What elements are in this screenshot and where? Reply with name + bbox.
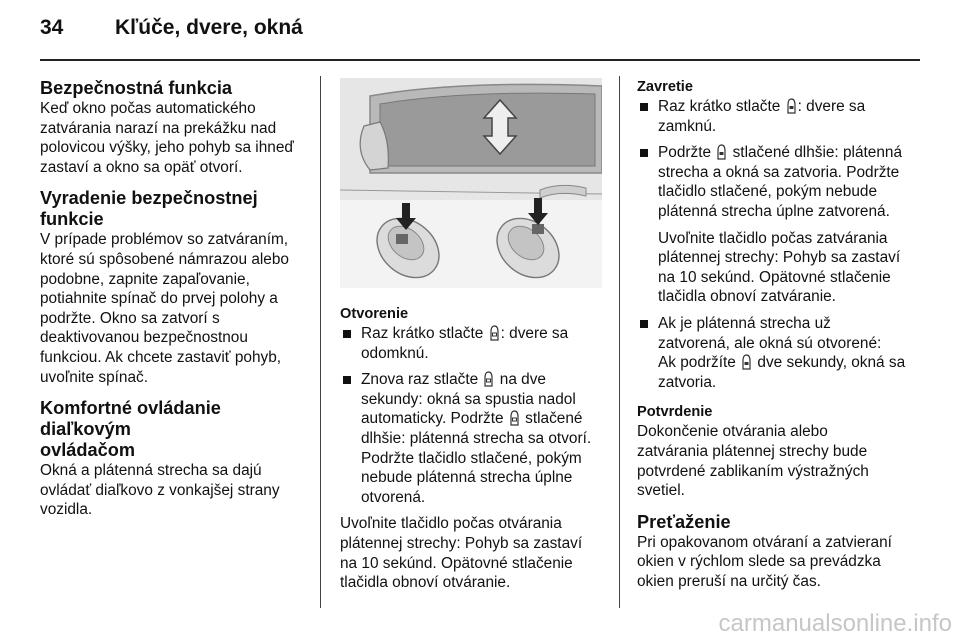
- window-key-illustration: [340, 78, 602, 288]
- text-line: funkciou. Ak chcete zastaviť pohyb,: [40, 348, 282, 366]
- text-line: zatvoria.: [658, 373, 717, 391]
- text-line: svetiel.: [637, 482, 685, 500]
- text-line: tlačidlo stlačené, pokým nebude: [658, 183, 878, 201]
- section-title-disable-safety: [40, 188, 312, 230]
- text-line: vozidla.: [40, 501, 93, 519]
- text-line: Pri opakovanom otváraní a zatvieraní: [637, 533, 892, 551]
- text-line: plátennej strechy: Pohyb sa zastaví: [658, 249, 901, 267]
- text-line: ktoré sú spôsobené námrazou alebo: [40, 250, 289, 268]
- section-title-overload: Preťaženie: [637, 511, 731, 532]
- text-line: V prípade problémov so zatváraním,: [40, 231, 289, 249]
- column-1: [40, 78, 312, 520]
- list-item: [637, 143, 907, 307]
- unlock-key-icon: [509, 410, 520, 426]
- text-span: stlačené dlhšie: plátenná: [732, 144, 903, 162]
- list-item: [637, 97, 907, 136]
- page-number: 34: [40, 16, 64, 39]
- lock-key-icon: [716, 144, 727, 160]
- text-line: otvorená.: [361, 488, 426, 506]
- text-span: Ak podržíte: [658, 354, 736, 372]
- column-3: [637, 78, 907, 591]
- text-line: na 10 sekúnd. Opätovné stlačenie: [340, 554, 573, 572]
- text-span: Raz krátko stlačte: [658, 98, 781, 115]
- text-line: polovicou výšky, jeho pohyb sa ihneď: [40, 139, 294, 157]
- text-line: zamknú.: [658, 117, 717, 135]
- text-line: zatvárania plátennej strechy bude: [637, 442, 868, 460]
- unlock-key-icon: [483, 371, 494, 387]
- column-divider-left: [320, 76, 321, 608]
- unlock-key-icon: [489, 325, 500, 341]
- text-line: strecha a okná sa zatvoria. Podržte: [658, 163, 900, 181]
- text-span: : dvere sa: [797, 98, 866, 115]
- text-span: automaticky. Podržte: [361, 410, 504, 428]
- text-line: sekundy: okná sa spustia nadol: [361, 390, 576, 408]
- text-line: zastaví a okno sa opäť otvorí.: [40, 158, 243, 176]
- text-line: Keď okno počas automatického: [40, 100, 256, 117]
- list-item: [637, 314, 907, 392]
- text-line: Ak je plátenná strecha už: [658, 314, 831, 332]
- text-line: tlačidla obnoví zatváranie.: [658, 288, 836, 306]
- text-line: deaktivovanou bezpečnostnou: [40, 329, 248, 347]
- text-line: okien v rýchlom slede sa prevádzka: [637, 553, 881, 571]
- text-line: odomknú.: [361, 344, 429, 362]
- text-line: Podržte tlačidlo stlačené, pokým: [361, 449, 582, 467]
- text-line: plátennej strechy: Pohyb sa zastaví: [340, 534, 583, 552]
- lock-key-icon: [741, 354, 752, 370]
- column-divider-right: [619, 76, 620, 608]
- text-line: ovládať diaľkovo z vonkajšej strany: [40, 481, 280, 499]
- list-item: [340, 370, 602, 507]
- lock-key-icon: [786, 98, 797, 114]
- subtitle-confirmation: Potvrdenie: [637, 404, 713, 421]
- text-line: zatvorená, ale okná sú otvorené:: [658, 334, 882, 352]
- text-line: okien preruší na určitý čas.: [637, 572, 821, 590]
- text-line: podržte. Okno sa zatvorí s: [40, 309, 220, 327]
- chapter-title: Kľúče, dvere, okná: [115, 16, 303, 39]
- subtitle-opening: Otvorenie: [340, 306, 409, 322]
- text-line: plátenná strecha úplne zatvorená.: [658, 202, 890, 220]
- text-line: Uvoľnite tlačidlo počas zatvárania: [658, 229, 888, 247]
- text-line: Dokončenie otvárania alebo: [637, 423, 828, 441]
- title-line: funkcie: [40, 209, 104, 230]
- text-line: tlačidla obnoví otváranie.: [340, 574, 511, 592]
- section-title-safety: Bezpečnostná funkcia: [40, 78, 233, 98]
- text-span: Znova raz stlačte: [361, 371, 479, 389]
- text-line: podobne, zapnite zapaľovanie,: [40, 270, 250, 288]
- illustration-window-remote: [340, 78, 602, 288]
- text-span: na dve: [499, 371, 546, 389]
- watermark: carmanualsonline.info: [718, 610, 952, 637]
- subtitle-closing: Zavretie: [637, 79, 693, 95]
- list-item: [340, 324, 602, 363]
- text-line: Uvoľnite tlačidlo počas otvárania: [340, 515, 562, 533]
- text-span: Raz krátko stlačte: [361, 325, 484, 342]
- text-line: uvoľnite spínač.: [40, 368, 149, 386]
- title-line: Komfortné ovládanie diaľkovým: [40, 398, 221, 440]
- text-span: stlačené: [525, 410, 583, 428]
- text-line: nebude plátenná strecha úplne: [361, 469, 573, 487]
- text-line: potiahnite spínač do prvej polohy a: [40, 290, 278, 308]
- text-line: zatvárania narazí na prekážku nad: [40, 119, 277, 137]
- text-span: dve sekundy, okná sa: [757, 354, 906, 372]
- section-title-comfort-remote: [40, 398, 312, 461]
- column-2: [340, 305, 602, 593]
- text-line: dlhšie: plátenná strecha sa otvorí.: [361, 429, 592, 447]
- text-line: na 10 sekúnd. Opätovné stlačenie: [658, 268, 891, 286]
- text-span: Podržte: [658, 144, 712, 162]
- text-line: Okná a plátenná strecha sa dajú: [40, 462, 262, 480]
- text-span: : dvere sa: [500, 325, 569, 342]
- page-header: [40, 16, 920, 56]
- header-divider: [40, 59, 920, 61]
- title-line: ovládačom: [40, 440, 136, 461]
- title-line: Vyradenie bezpečnostnej: [40, 188, 258, 209]
- text-line: potvrdené zablikaním výstražných: [637, 462, 869, 480]
